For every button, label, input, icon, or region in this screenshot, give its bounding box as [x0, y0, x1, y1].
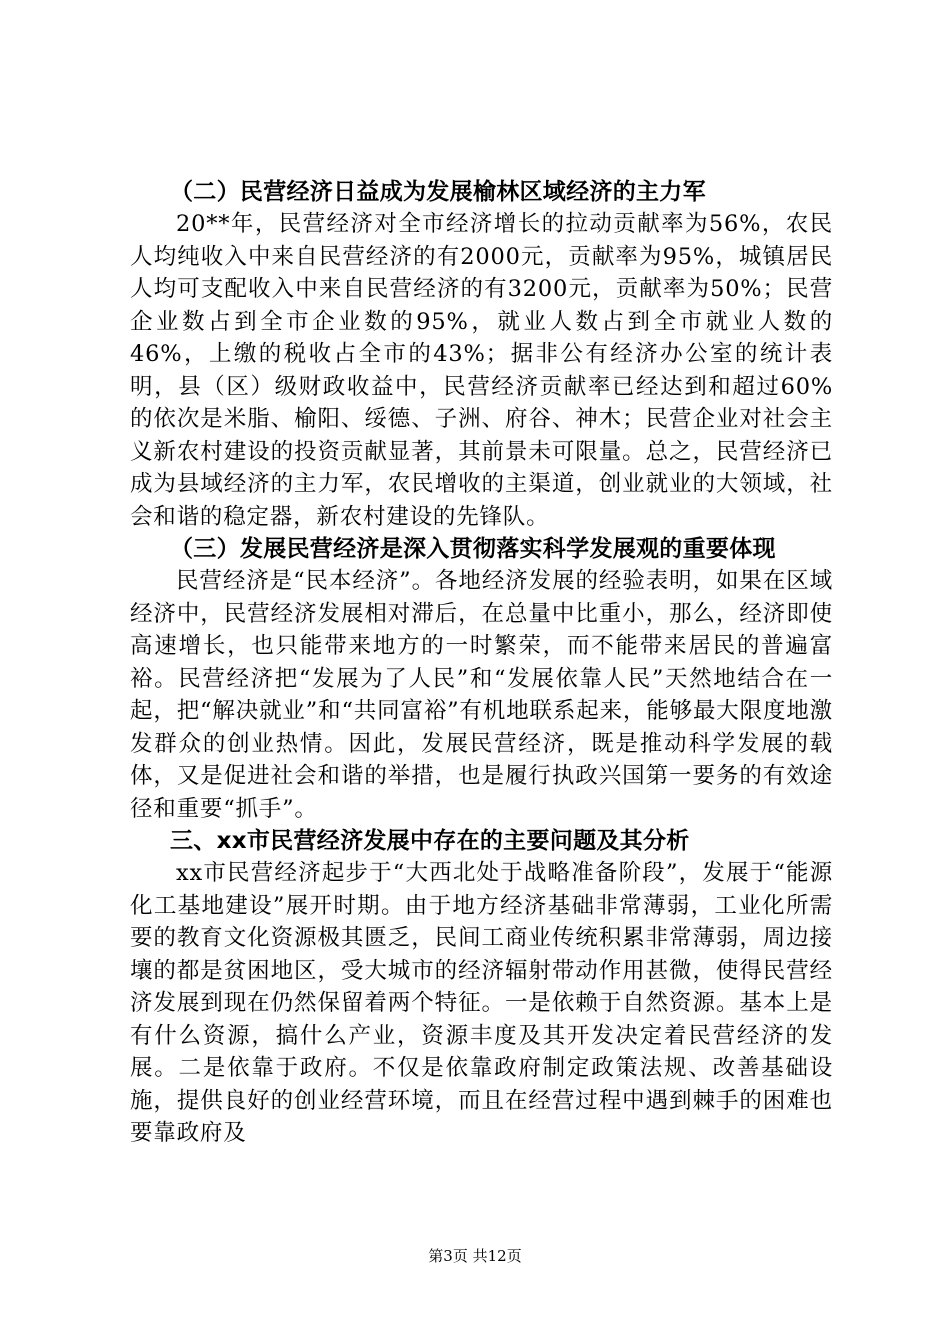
- page-number-footer: 第3页 共12页: [428, 1247, 522, 1265]
- section-paragraph-2: 20**年，民营经济对全市经济增长的拉动贡献率为56%，农民人均纯收入中来自民营经济的有2000元，贡献率为95%，城镇居民人均可支配收入中来自民营经济的有3200元，贡献率为50%；民营企业数占到全市企业数的95%，就业人数占到全市就业人数的46%，上缴的税收占全市的43%；据非公有经济办公室的统计表明，县（区）级财政收益中，民营经济贡献率已经达到和超过60%的依次是米脂、榆阳、绥德、子洲、府谷、神木；民营企业对社会主义新农村建设的投资贡献显著，其前景未可限量。总之，民营经济已成为县域经济的主力军，农民增收的主渠道，创业就业的大领域，社会和谐的稳定器，新农村建设的先锋队。: [130, 211, 833, 530]
- chapter-paragraph-3: xx市民营经济起步于“大西北处于战略准备阶段”，发展于“能源化工基地建设”展开时期。由于地方经济基础非常薄弱，工业化所需要的教育文化资源极其匮乏，民间工商业传统积累非常薄弱，周边接壤的都是贫困地区，受大城市的经济辐射带动作用甚微，使得民营经济发展到现在仍然保留着两个特征。一是依赖于自然资源。基本上是有什么资源，搞什么产业，资源丰度及其开发决定着民营经济的发展。二是依靠于政府。不仅是依靠政府制定政策法规、改善基础设施，提供良好的创业经营环境，而且在经营过程中遇到棘手的困难也要靠政府及: [130, 860, 833, 1146]
- section-paragraph-3: 民营经济是“民本经济”。各地经济发展的经验表明，如果在区域经济中，民营经济发展相对滞后，在总量中比重小，那么，经济即使高速增长，也只能带来地方的一时繁荣，而不能带来居民的普遍富裕。民营经济把“发展为了人民”和“发展依靠人民”天然地结合在一起，把“解决就业”和“共同富裕”有机地联系起来，能够最大限度地激发群众的创业热情。因此，发展民营经济，既是推动科学发展的载体，又是促进社会和谐的举措，也是履行执政兴国第一要务的有效途径和重要“抓手”。: [130, 568, 833, 822]
- section-heading-3: （三）发展民营经济是深入贯彻落实科学发展观的重要体现: [170, 536, 776, 562]
- document-body: [130, 176, 833, 1150]
- section-heading-2: （二）民营经济日益成为发展榆林区域经济的主力军: [170, 179, 706, 205]
- chapter-heading-3: 三、xx市民营经济发展中存在的主要问题及其分析: [170, 828, 690, 854]
